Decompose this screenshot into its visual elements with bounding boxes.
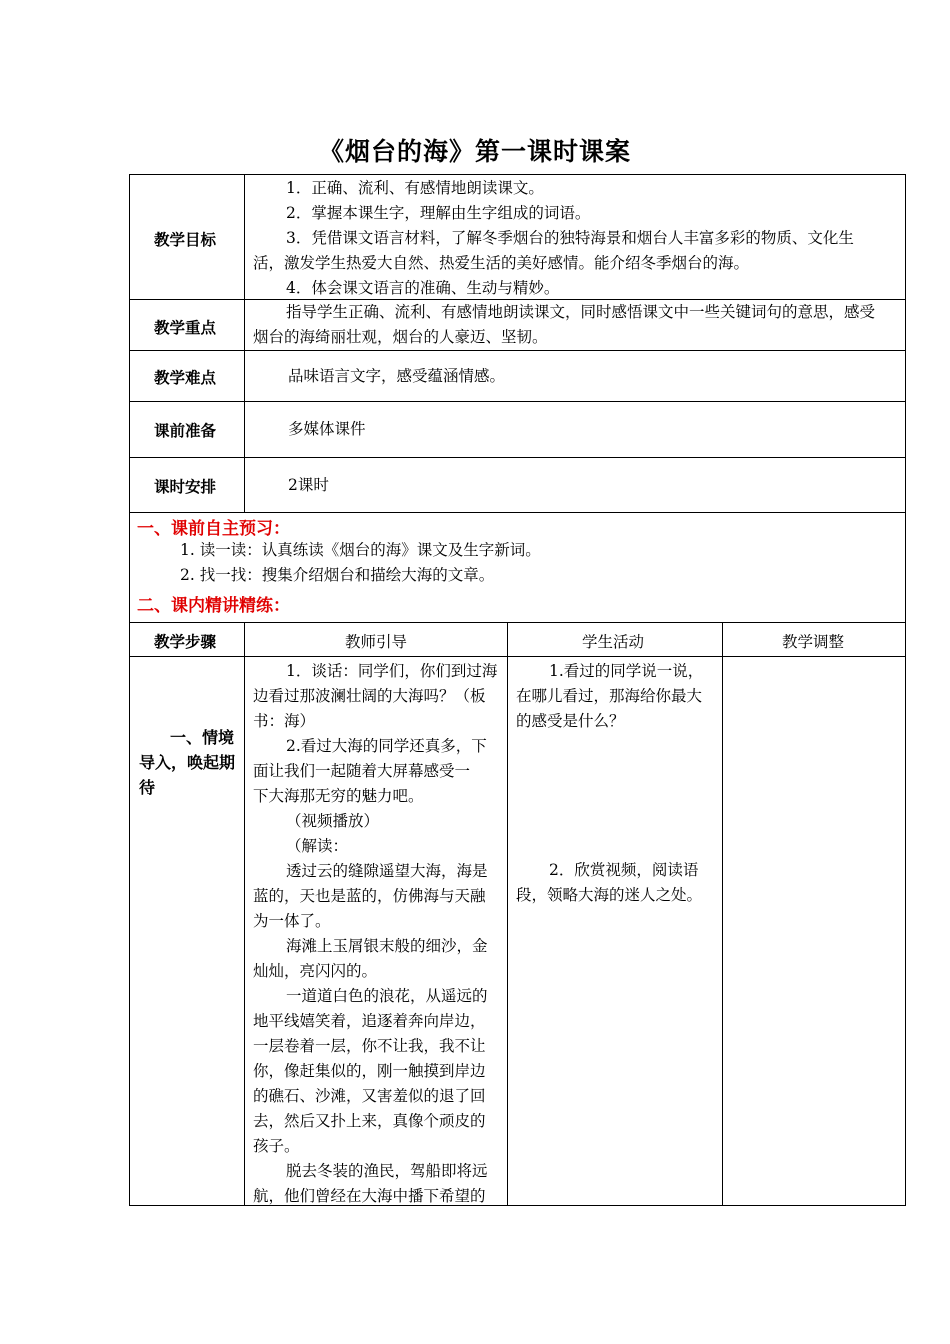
section-1-item-1: 1. 读一读：认真练读《烟台的海》课文及生字新词。 [180, 541, 541, 559]
teacher-line: 透过云的缝隙遥望大海，海是 [286, 862, 488, 880]
table-border-bottom [129, 1205, 906, 1206]
teacher-line: 边看过那波澜壮阔的大海吗？（板 [253, 687, 486, 705]
section-2-heading: 二、课内精讲精练： [137, 596, 290, 616]
student-column-divider [722, 622, 723, 1206]
goals-line-2: 2．掌握本课生字，理解由生字组成的词语。 [286, 204, 591, 222]
table-border-top [129, 174, 906, 175]
step-column-divider [244, 622, 245, 1206]
prep-text: 多媒体课件 [288, 420, 366, 438]
row-line [129, 457, 906, 458]
student-line: 1.看过的同学说一说， [549, 662, 704, 680]
teacher-line: 为一体了。 [253, 912, 331, 930]
section-1-item-2: 2. 找一找：搜集介绍烟台和描绘大海的文章。 [180, 566, 495, 584]
document-title: 《烟台的海》第一课时课案 [318, 137, 631, 166]
student-line: 2．欣赏视频，阅读语 [549, 861, 699, 879]
header-adjust: 教学调整 [782, 633, 845, 651]
step-1-caption [139, 725, 235, 800]
difficulty-text: 品味语言文字，感受蕴涵情感。 [288, 367, 506, 385]
step-1-caption-line-3: 待 [139, 778, 156, 797]
teacher-line: 一层卷着一层，你不让我，我不让 [253, 1037, 486, 1055]
table-border-left [129, 174, 130, 1206]
teacher-line: 的礁石、沙滩，又害羞似的退了回 [253, 1087, 486, 1105]
teacher-line: 一道道白色的浪花，从遥远的 [286, 987, 488, 1005]
teacher-line: 海滩上玉屑银末般的细沙，金 [286, 937, 488, 955]
teacher-line: 1．谈话：同学们，你们到过海 [286, 662, 498, 680]
teacher-line: 下大海那无穷的魅力吧。 [253, 787, 424, 805]
hours-text: 2课时 [288, 476, 329, 494]
student-line: 段，领略大海的迷人之处。 [516, 886, 703, 904]
teacher-line: 去，然后又扑上来，真像个顽皮的 [253, 1112, 486, 1130]
header-student: 学生活动 [582, 633, 645, 651]
row-line [129, 622, 906, 623]
row-line [129, 350, 906, 351]
label-column-divider [244, 174, 245, 513]
teacher-line: 航，他们曾经在大海中播下希望的 [253, 1187, 486, 1205]
table-border-right [905, 174, 906, 1206]
difficulty-label: 教学难点 [154, 369, 217, 387]
teacher-line: 孩子。 [253, 1137, 300, 1155]
section-1-heading: 一、课前自主预习： [137, 519, 290, 539]
step-1-caption-line-1: 一、情境 [170, 728, 235, 747]
teacher-line: 灿灿，亮闪闪的。 [253, 962, 378, 980]
teacher-line: （解读： [286, 837, 349, 855]
row-line [129, 512, 906, 513]
student-activity-b [516, 858, 702, 908]
key-label: 教学重点 [154, 319, 217, 337]
header-step: 教学步骤 [154, 633, 217, 651]
teacher-line: 地平线嬉笑着，追逐着奔向岸边， [253, 1012, 486, 1030]
step-1-caption-line-2: 导入，唤起期 [139, 753, 236, 772]
teacher-line: 你，像赶集似的，刚一触摸到岸边 [253, 1062, 486, 1080]
teacher-line: 2.看过大海的同学还真多，下 [286, 737, 487, 755]
teacher-column-divider [507, 622, 508, 1206]
key-line-2: 烟台的海绮丽壮观，烟台的人豪迈、坚韧。 [253, 328, 548, 346]
teacher-line: 蓝的，天也是蓝的，仿佛海与天融 [253, 887, 486, 905]
goals-label: 教学目标 [154, 231, 217, 249]
row-line [129, 401, 906, 402]
teacher-line: 面让我们一起随着大屏幕感受一 [253, 762, 471, 780]
student-activity-a [516, 659, 703, 734]
student-line: 在哪儿看过，那海给你最大 [516, 687, 703, 705]
goals-line-1: 1．正确、流利、有感情地朗读课文。 [286, 179, 544, 197]
teacher-line: 脱去冬装的渔民，驾船即将远 [286, 1162, 488, 1180]
goals-line-4: 活，激发学生热爱大自然、热爱生活的美好感情。能介绍冬季烟台的海。 [253, 254, 750, 272]
header-teacher: 教师引导 [345, 633, 408, 651]
goals-line-5: 4．体会课文语言的准确、生动与精妙。 [286, 279, 560, 297]
hours-label: 课时安排 [154, 478, 217, 496]
key-line-1: 指导学生正确、流利、有感情地朗读课文，同时感悟课文中一些关键词句的意思，感受 [286, 303, 876, 321]
prep-label: 课前准备 [154, 422, 217, 440]
teacher-line: 书：海） [253, 712, 316, 730]
row-line [129, 656, 906, 657]
teacher-line: （视频播放） [286, 812, 380, 830]
teacher-guidance [253, 659, 497, 1209]
goals-line-3: 3．凭借课文语言材料，了解冬季烟台的独特海景和烟台人丰富多彩的物质、文化生 [286, 229, 854, 247]
student-line: 的感受是什么？ [516, 712, 625, 730]
